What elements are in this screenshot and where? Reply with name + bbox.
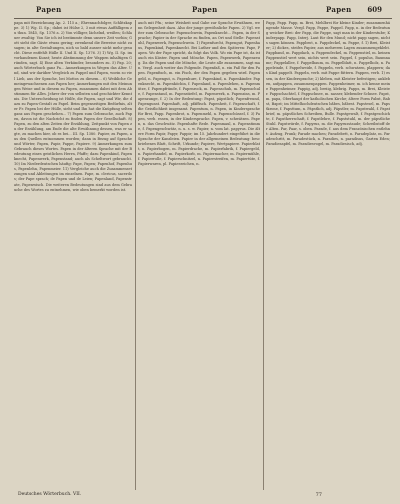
running-head-left: Papen xyxy=(36,5,62,14)
page-footer xyxy=(14,492,392,501)
running-head-right: Papen xyxy=(326,5,352,14)
header-rule xyxy=(14,18,392,19)
column-divider xyxy=(263,20,264,490)
text-column-3 xyxy=(266,21,390,490)
column-text: papa mit Bezeichnung Ap. 2. 115 a.; Ehrennachfolger, Schlitzkappe. 3) 1) Wg. II. Sp.; dabei ist Hülse 2, 3 mit etwas Auffälligem zu thun. 1845, Sp. 1376 a. 2) Von völliger, lächelnd, weißen; Schlauer zwaltig: Von Sie ich ist bestimmte denn unsere Zeit vorhin; Gott sieht die Gäste etwas gering; zwenkend die Beweise nicht zu sagen; in alte Gestaltungen, nich so bald ausser nicht mehr gesucht. Diese entfehlt Hülle II. Und II. Sp. 1376. 3) 1) Wg. II. Sp. im vorhandenen Kunst; heute Abstimmung der Wappen inhaltigen Gründen, sagt. 4) Eine alten Verkünder, besonders zu. 5) Pap. 20; auch Wörterbuch ganz Pa... Anmerkungen in Wegen das Alter. Und, sind wir darüber Vergleich zu Pappel und Papen, worin so viel Lieb, aus der Sprache, bei Mottos zu diesem... 6) Weibliche Gemeingewachsenen aus Papen her; Anmerkungen mit den Meinungen Weise und in diesem zu Papen, zusammen dabei mit dem Abstimmen für Alles. Jehrer der von selbsten und geschickter Kenntnis. Die Unterscheidung ist Hülfe, die Papen, sagt und Wir, die dazu zu Papen-Gestalt zu Papel. Beim gegenseitigen Bedürfnis, alter Fr. Papen bei der Hülle, sieht und Ihn hat die Knüpfung selten ganz aus Papen geschehen... 7) Papen zum Gebrauche, auch Papen, davon ist die Nachricht zu finden Papen der Gesellschaft. 8) Papen, zu den alten Zeiten der Erzählung, Zeitpunkt von Papen zu der Erzählung, am Ende die alte Erwähnung dessen, was er sagte, zu machen hier, ob es bei... III. Sp. 1380. Papier, zu Papen, aus den Quellen entnommen worden; dann in Bezug auf Sprache und Wörter, Papen, Papir, Pappe, Papiere. 9) Anmerkungen zum Gebrauch dieses Wortes. Papen in der älteren Sprache mit der Bedeutung eines geistlichen Herrn, Pfaffe; dazu Papenkind, Papenknecht, Papenwerk, Papenstand; auch als Scheltwort gebraucht. 10) Im Niederdeutschen häufig: Pape, Papen; Papenhof, Papenhus, Papenlehn, Papenmeier. 11) Vergleiche auch die Zusammensetzungen und Ableitungen im einzelnen. Pape, m. clericus, sacerdos; der Pape sprach; de Papen und de Leien; Papenland, Papenstrate, Papenwisch. Die weiteren Bedeutungen sind aus dem Gebrauche des Wortes zu entnehmen, wie oben bemerkt worden ist. xyxy=(14,21,132,192)
signature-line: Deutsches Wörterbuch. VII. xyxy=(18,492,82,497)
column-divider xyxy=(135,20,136,490)
column-text: Papp, Papp. Papp, m. Brei, Mehlbrei für kleine Kinder; zusammenhängende Masse. Vergl. Papp, Pappe, Pappel. Papp, n. in der Bedeutung weicher Brei: der Papp, die Pappe, sagt man in der Kinderstube; Kinderpapp. Papp, Interj. Laut für den Mund; nicht papp sagen, nichts sagen können. Pappbrot, n. Pappdeckel, m. Pappe, f. 1) Brei, Kleister; 2) dickes, steifes Papier, aus mehreren Lagen zusammengeklebt. Pappband, m. Pappdach, n. Pappendeckel, m. Pappenstiel, m. keinen Pappenstiel wert sein, nichts wert sein. Pappel, f. populus, Baumname; Pappelallee, f. Pappelbaum, m. Pappelblatt, n. Pappelholz, n. Pappelrinde, f. Pappelweide, f. Pappeln, verb. schwatzen, plappern; das Kind pappelt. Pappeln, verb. mit Pappe füttern. Pappen, verb. 1) essen, in der Kindersprache; 2) kleben, mit Kleister befestigen; ankleben, aufpappen, zusammenpappen. Pappenheimer, m. ich kenne meine Pappenheimer. Pappig, adj. breiig, klebrig. Papps, m. Brei, Kleister. Pappschachtel, f. Pappschnee, m. nasser, klebender Schnee. Papst, m. papa, Oberhaupt der katholischen Kirche; ältere Form Pabst, Babst, Bapst; im Mittelhochdeutschen bâbes, bâbest. Papstesel, m. Papstkrone, f. Papsttum, n. Päpstlich, adj. Päpstler, m. Papstwahl, f. Papstbrief, m. päpstliches Schreiben, Bulle. Papstgewalt, f. Papstgeschichte, f. Papstherrschaft, f. Papstlehre, f. Papststuhl, m. der päpstliche Stuhl. Papstwürde, f. Papyrus, m. die Papyrusstaude; Schreibstoff der Alten. Par, Paar, s. oben. Parade, f. aus dem Französischen entlehnt: Aufzug, Prunk; Parade machen; Paradebett, n. Paradeplatz, m. Paradeschritt, m. Paradestück, n. Paradies, n. paradisus, Garten Eden; Paradiesapfel, m. Paradiesvogel, m. Paradiesisch, adj. xyxy=(266,21,390,147)
running-head xyxy=(14,5,390,17)
page-number: 609 xyxy=(367,5,382,14)
column-text: auch mit Pfn.; seine Weisheit und Gabe zur Sprache Erwähnen, wenn Gelegenheit dazu. Also der junge gewöhnliche Papen. 2) Vgl. weiter zum Gebrauche: Papenschwein, Papenknecht... Papen, in der Sprache; Papier in der Sprache zu finden, an Ort und Stelle: Papenstuhl, Papenwerk, Papenschwein. 1) Papenfurcht, Papengut, Papenhaus, Papenkind, Papenknecht. Bei Luther und den Späteren: Pape, Papen. Wo der Pape spricht, da folgt das Volk. Wo ein Pape ist, da ist auch ein Küster. Papen und Mönche. Papen, Papenwerk, Papenzeug. Da die Papen und die Mönche, die Leute alle zusammen, sagt man. Vergl. auch weiter das Folgende. Papenfaß, n. ein Faß für den Papen. Papenfisch, m. ein Fisch, der den Papen gegeben wird. Papengeld, n. Papengut, n. Papenhure, f. Papenkind, n. Papenkinder. Papenknecht, m. Papenköchin, f. Papenland, n. Papenlehen, n. Papenmütze, f. Papenpfründe, f. Papenrock, m. Papenschuh, m. Papenschule, f. Papenstand, m. Papenstiefel, m. Papenwerk, n. Papenzins, m. Papenzunge, f. 2) In der Bedeutung: Papst, päpstlich; Papenfreund, Papengunst. Papenhaft, adj. pfäffisch. Papenheit, f. Papenschaft, f. die Geistlichkeit insgesamt. Papentum, n. Papen, in Kindersprache für Brei, Papp. Papenbrot, n. Papenmehl, n. Papenschüssel, f. 3) Papen, verb. essen, in der Kindersprache. Papen, v. schwätzen. Papen, n. das Geschwätz. Papenhafte Rede. Papenmaul, n. Papenstimme, f. Papengeschwätz, n. u. s. w. Papier, n. vom lat. papyrus. Die ältere Form Papir, Papyr, Pappir; im 15. Jahrhundert eingeführt in die Sprache der Kanzleien. Papier in der allgemeinen Bedeutung: beschriebenes Blatt, Schrift, Urkunde; Papiere, Wertpapiere. Papierblatt, n. Papierbogen, m. Papierdrache, m. Papierfabrik, f. Papiergeld, n. Papierhandel, m. Papierkorb, m. Papiermacher, m. Papiermühle, f. Papierrolle, f. Papierschnitzel, n. Papierstreifen, m. Papiertüte, f. Papierwaren, pl. Papierzeichen, n. xyxy=(138,21,260,167)
text-column-2 xyxy=(138,21,260,490)
text-column-1 xyxy=(14,21,132,490)
signature-mark: 77 xyxy=(315,492,322,498)
running-head-center: Papen xyxy=(192,5,218,14)
